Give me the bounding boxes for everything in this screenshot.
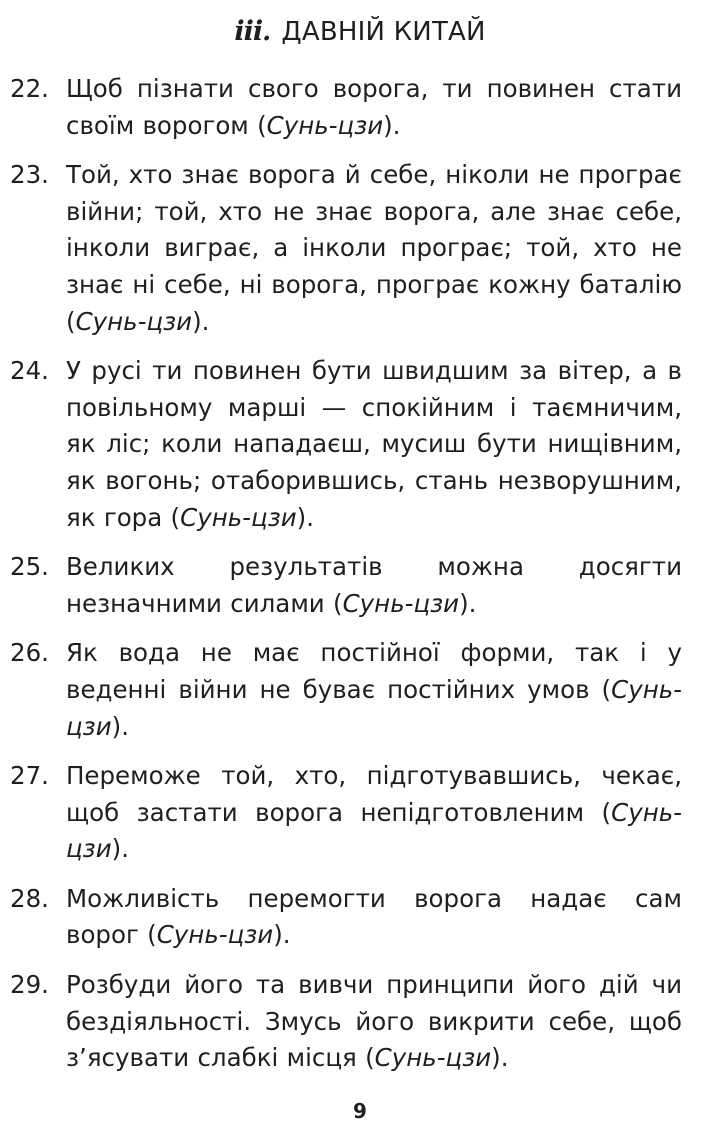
- quote-item-22: [10, 71, 682, 144]
- quote-close: ).: [491, 1043, 509, 1073]
- quote-source: Сунь-цзи: [66, 797, 682, 864]
- quote-source: Сунь-цзи: [156, 920, 274, 950]
- quote-close: ).: [111, 834, 129, 864]
- quote-source: Сунь-цзи: [66, 674, 682, 741]
- quote-source: Сунь-цзи: [374, 1043, 492, 1073]
- quote-close: ).: [459, 588, 477, 618]
- quote-close: ).: [111, 711, 129, 741]
- quote-close: ).: [273, 920, 291, 950]
- quote-source: Сунь-цзи: [180, 502, 297, 532]
- quote-item-27: [10, 758, 682, 868]
- quote-body: Можливість перемогти ворога надає сам ворог (: [66, 883, 682, 950]
- quote-body: Розбуди його та вивчи принципи його дій чи бездіяльності. Змусь його викрити себе, щоб з’ясувати слабкі місця (: [66, 970, 682, 1073]
- page-number: 9: [353, 1099, 367, 1123]
- quote-number: 27.: [10, 761, 49, 791]
- quote-item-24: [10, 353, 682, 536]
- quote-number: 22.: [10, 74, 49, 103]
- quote-item-28: [10, 881, 682, 954]
- quote-number: 25.: [10, 552, 49, 582]
- quote-text: [66, 71, 682, 144]
- quote-close: ).: [383, 110, 401, 140]
- quote-number: 29.: [10, 970, 49, 1000]
- chapter-title: ДАВНІЙ КИТАЙ: [281, 17, 486, 47]
- quote-body: Як вода не має постійної форми, так і у веденні війни не буває постійних умов (: [66, 638, 682, 704]
- quote-source: Сунь-цзи: [342, 588, 460, 618]
- quote-number: 26.: [10, 638, 49, 668]
- quote-body: Той, хто знає ворога й себе, ніколи не програє війни; той, хто не знає ворога, але знає себе, інколи виграє, а інколи програє; той, хто не знає ні себе, ні ворога, програє кожну баталію (: [66, 160, 682, 336]
- quote-text: [66, 157, 682, 340]
- quote-text: [66, 549, 682, 622]
- quote-body: Переможе той, хто, підготувавшись, чекає, щоб застати ворога непідготовленим (: [66, 761, 682, 827]
- quote-item-26: [10, 635, 682, 745]
- running-header: [0, 12, 720, 52]
- quote-text: [66, 635, 682, 745]
- quote-text: [66, 967, 682, 1077]
- chapter-number: ііі: [234, 16, 263, 47]
- quote-text: [66, 881, 682, 954]
- quote-number: 28.: [10, 883, 49, 913]
- quote-text: [66, 353, 682, 536]
- quote-number: 24.: [10, 356, 49, 386]
- quote-source: Сунь-цзи: [266, 110, 384, 140]
- quote-body: Щоб пізнати свого ворога, ти повинен стати своїм ворогом (: [66, 74, 682, 140]
- quote-text: [66, 758, 682, 868]
- quote-close: ).: [192, 306, 210, 336]
- quote-body: У русі ти повинен бути швидшим за вітер, а в повільному марші — спокійним і таємничим, як ліс; коли нападаєш, мусиш бути нищівним, як вогонь; отаборившись, стань незворушним, як гора (: [66, 356, 682, 532]
- quote-close: ).: [296, 502, 314, 532]
- quote-item-29: [10, 967, 682, 1077]
- quote-item-25: [10, 549, 682, 622]
- quote-number: 23.: [10, 160, 49, 190]
- quote-source: Сунь-цзи: [75, 306, 193, 336]
- quote-item-23: [10, 157, 682, 340]
- quote-body: Великих результатів можна досягти незначними силами (: [66, 552, 682, 618]
- chapter-number-dot: .: [262, 17, 272, 47]
- quote-list: [10, 71, 682, 1090]
